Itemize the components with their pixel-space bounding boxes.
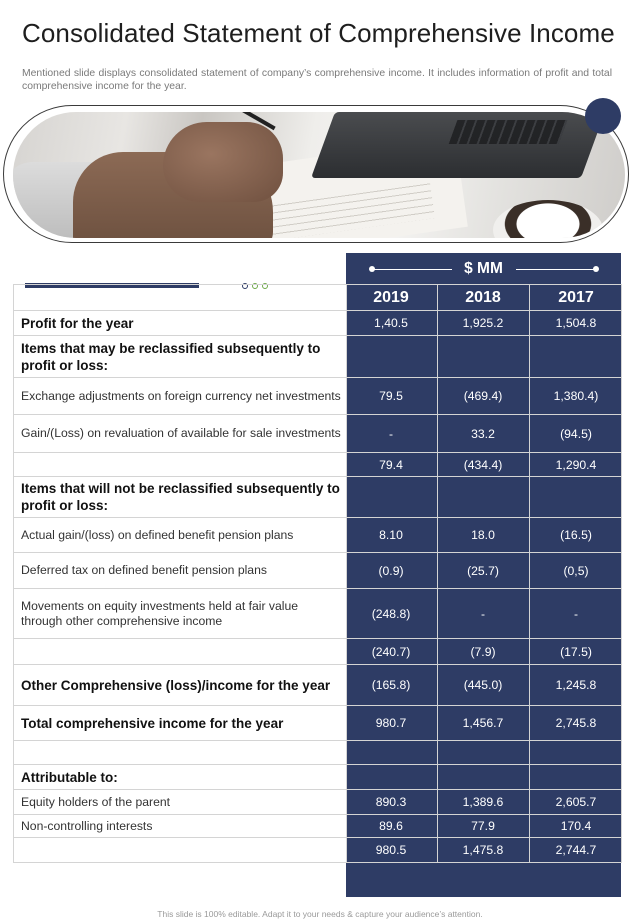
banner-photo bbox=[13, 112, 625, 238]
value-cell: (445.0) bbox=[463, 678, 503, 692]
table-row bbox=[13, 814, 622, 837]
value-cell: (240.7) bbox=[371, 644, 411, 659]
section-label: Items that may be reclassified subsequently to profit or loss: bbox=[21, 340, 321, 373]
photo-keyboard bbox=[449, 120, 568, 144]
value-cell: 980.7 bbox=[375, 716, 407, 730]
currency-dot-right bbox=[593, 266, 599, 272]
value-cell: 1,290.4 bbox=[555, 457, 597, 472]
value-cell: (165.8) bbox=[371, 678, 411, 692]
table-row bbox=[13, 588, 622, 638]
value-cell bbox=[530, 336, 622, 377]
value-cell: 2,745.8 bbox=[555, 716, 597, 730]
value-cell: - bbox=[388, 426, 394, 441]
value-cell: (248.8) bbox=[371, 606, 411, 621]
table-row bbox=[13, 664, 622, 705]
value-cell: (16.5) bbox=[560, 528, 592, 542]
table-row bbox=[13, 789, 622, 814]
value-cell: - bbox=[480, 606, 486, 621]
value-cell bbox=[530, 741, 622, 764]
row-label: Movements on equity investments held at fair value through other comprehensive income bbox=[21, 598, 299, 628]
year-header: 2019 bbox=[373, 288, 409, 306]
value-cell: (7.9) bbox=[470, 644, 496, 659]
value-cell: 79.5 bbox=[379, 389, 403, 403]
year-header: 2018 bbox=[465, 288, 501, 306]
row-label bbox=[21, 453, 341, 476]
value-cell: 1,245.8 bbox=[555, 678, 597, 692]
value-cell: 1,475.8 bbox=[462, 843, 504, 857]
value-cell: 1,40.5 bbox=[374, 316, 408, 330]
value-cell: 2,744.7 bbox=[555, 843, 597, 857]
subtotal-row bbox=[13, 638, 622, 664]
table-row bbox=[13, 476, 622, 517]
row-label: Total comprehensive income for the year bbox=[21, 715, 284, 731]
year-header: 2017 bbox=[558, 288, 594, 306]
currency-rule-right bbox=[516, 269, 596, 270]
table-row bbox=[13, 377, 622, 414]
currency-header: $ MM bbox=[464, 260, 503, 277]
value-cell bbox=[346, 477, 436, 517]
value-cell bbox=[530, 477, 622, 517]
page-title: Consolidated Statement of Comprehensive Income bbox=[22, 18, 615, 48]
value-cell: 77.9 bbox=[471, 819, 495, 833]
value-cell: 89.6 bbox=[379, 819, 403, 833]
spacer-row bbox=[13, 740, 622, 764]
row-label: Other Comprehensive (loss)/income for the year bbox=[21, 677, 331, 693]
row-label: Exchange adjustments on foreign currency net investments bbox=[21, 388, 341, 403]
value-cell: 1,389.6 bbox=[462, 795, 504, 809]
income-table bbox=[13, 284, 622, 862]
row-label: Non-controlling interests bbox=[21, 818, 153, 833]
value-cell bbox=[438, 765, 528, 789]
photo-hand bbox=[163, 122, 283, 202]
value-cell: (0.9) bbox=[378, 563, 404, 578]
table-row bbox=[13, 414, 622, 452]
value-cell bbox=[530, 765, 622, 789]
row-label bbox=[21, 838, 341, 862]
photo-coffee-cup bbox=[493, 200, 603, 238]
table-row bbox=[13, 517, 622, 552]
section-label: Attributable to: bbox=[21, 769, 118, 785]
table-row bbox=[13, 552, 622, 588]
value-cell: (0,5) bbox=[563, 563, 589, 578]
row-label bbox=[21, 741, 341, 764]
value-cell: 1,456.7 bbox=[462, 716, 504, 730]
value-cell bbox=[346, 765, 436, 789]
value-cell: 8.10 bbox=[379, 528, 403, 542]
row-label: Profit for the year bbox=[21, 315, 134, 331]
value-cell bbox=[346, 336, 436, 377]
subtotal-row bbox=[13, 837, 622, 862]
value-cell: (469.4) bbox=[463, 389, 503, 403]
section-label: Items that will not be reclassified subsequently to profit or loss: bbox=[21, 481, 340, 513]
value-cell: 890.3 bbox=[375, 795, 407, 809]
table-row bbox=[13, 335, 622, 377]
total-row bbox=[13, 705, 622, 740]
row-label: Actual gain/(loss) on defined benefit pension plans bbox=[21, 527, 294, 542]
value-cell: 1,504.8 bbox=[555, 316, 597, 330]
subtotal-row bbox=[13, 452, 622, 476]
value-cell: (434.4) bbox=[463, 457, 503, 472]
value-cell: 33.2 bbox=[471, 426, 495, 441]
footer-note: This slide is 100% editable. Adapt it to your needs & capture your audience’s attention. bbox=[157, 909, 483, 919]
value-cell: 79.4 bbox=[379, 457, 403, 472]
value-cell: - bbox=[573, 606, 579, 621]
value-cell bbox=[438, 477, 528, 517]
row-label bbox=[21, 639, 341, 664]
value-cell: 2,605.7 bbox=[555, 795, 597, 809]
value-cell: 170.4 bbox=[560, 819, 592, 833]
row-label: Gain/(Loss) on revaluation of available for sale investments bbox=[21, 426, 341, 440]
accent-circle bbox=[585, 98, 621, 134]
value-cell bbox=[438, 741, 528, 764]
value-cell: 1,380.4) bbox=[553, 389, 599, 403]
value-cell: (17.5) bbox=[560, 644, 592, 659]
table-header-row bbox=[13, 284, 622, 310]
table-row bbox=[13, 310, 622, 335]
value-cell bbox=[346, 741, 436, 764]
value-cell bbox=[438, 336, 528, 377]
page-subtitle: Mentioned slide displays consolidated statement of company’s comprehensive income. It includes information of profit and total comprehensive income for the year. bbox=[22, 68, 612, 92]
table-row bbox=[13, 764, 622, 789]
value-cell: 18.0 bbox=[471, 528, 495, 542]
grid-line bbox=[13, 862, 622, 863]
value-cell: 1,925.2 bbox=[462, 316, 504, 330]
row-label: Deferred tax on defined benefit pension plans bbox=[21, 563, 267, 577]
row-label: Equity holders of the parent bbox=[21, 794, 171, 809]
value-cell: 980.5 bbox=[375, 843, 407, 857]
value-cell: (25.7) bbox=[467, 563, 499, 578]
value-cell: (94.5) bbox=[560, 426, 592, 441]
